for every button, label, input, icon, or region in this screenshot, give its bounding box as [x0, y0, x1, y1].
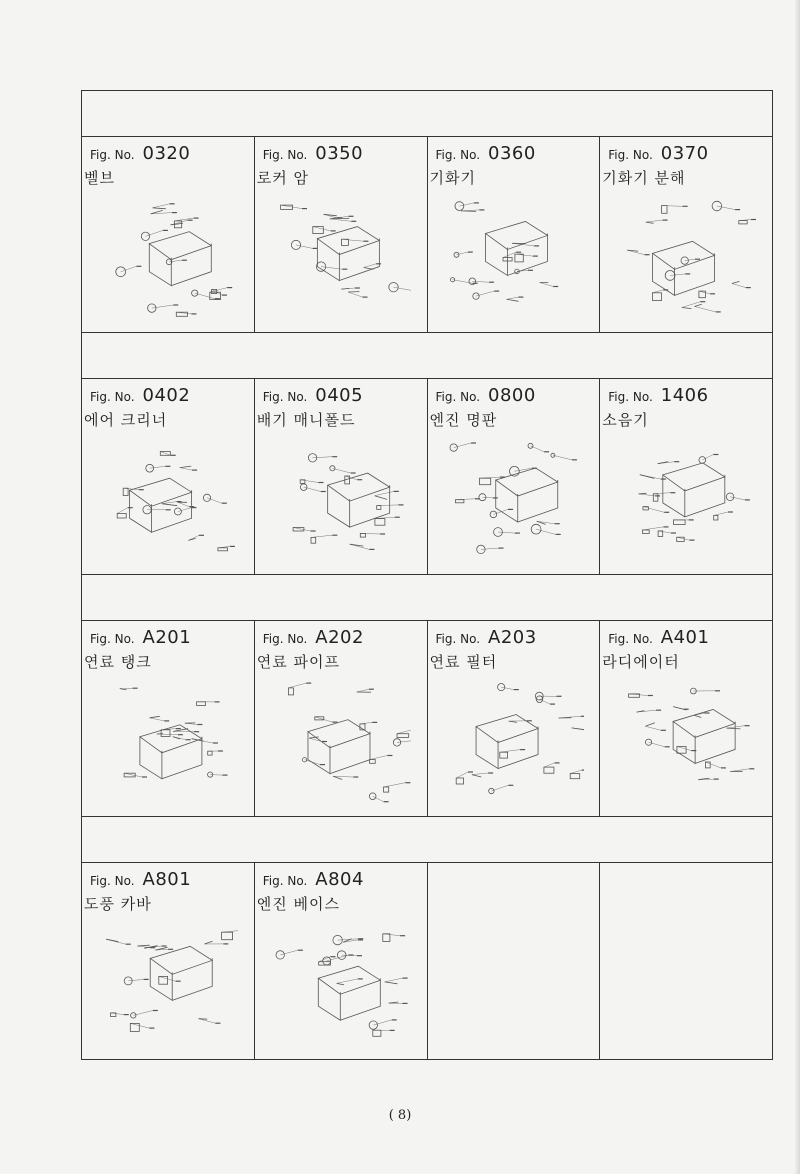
- scan-edge: [794, 0, 800, 1174]
- fig-title: 도풍 카바: [84, 895, 152, 913]
- fig-number: 0360: [488, 143, 536, 164]
- fig-prefix: Fig. No.: [608, 390, 653, 404]
- fig-label: [263, 869, 364, 890]
- fig-label: [90, 143, 190, 164]
- fig-number: 0350: [315, 143, 364, 164]
- parts-drawing: [98, 921, 238, 1049]
- figure-cell: [255, 137, 428, 332]
- parts-drawing: [616, 195, 756, 323]
- fig-number: A202: [315, 627, 364, 648]
- figure-cell: [428, 379, 601, 574]
- figure-row: [82, 621, 772, 817]
- fig-number: A401: [660, 627, 710, 648]
- figure-row: [82, 379, 772, 575]
- parts-drawing: [98, 679, 238, 807]
- fig-number: A804: [315, 869, 364, 890]
- fig-label: [90, 627, 191, 648]
- page-number: ( 8): [388, 1108, 412, 1123]
- fig-number: A201: [142, 627, 192, 648]
- fig-label: [608, 385, 708, 406]
- fig-prefix: Fig. No.: [608, 148, 653, 162]
- fig-title: 연료 파이프: [256, 653, 340, 671]
- empty-cell: [600, 863, 772, 1059]
- fig-number: 0370: [660, 143, 709, 164]
- fig-number: 0800: [488, 385, 536, 406]
- fig-number: 1406: [660, 385, 709, 406]
- fig-number: 0405: [315, 385, 364, 406]
- separator-band: [82, 817, 772, 863]
- parts-drawing: [271, 195, 411, 323]
- fig-prefix: Fig. No.: [90, 148, 135, 162]
- fig-prefix: Fig. No.: [262, 632, 308, 646]
- fig-label: [436, 627, 537, 648]
- figure-row: [82, 863, 772, 1059]
- parts-drawing: [616, 437, 756, 565]
- figure-cell: [600, 379, 772, 574]
- fig-title: 엔진 명판: [429, 411, 498, 429]
- parts-drawing: [271, 679, 411, 807]
- figure-cell: [428, 137, 601, 332]
- fig-label: [263, 627, 364, 648]
- empty-cell: [428, 863, 601, 1059]
- fig-label: [608, 627, 709, 648]
- figure-index-grid: [81, 90, 773, 1060]
- fig-label: [436, 385, 536, 406]
- separator-band: [82, 575, 772, 621]
- figure-cell: [82, 379, 255, 574]
- fig-title: 기화기: [429, 169, 476, 187]
- fig-title: 벨브: [84, 169, 115, 187]
- figure-cell: [255, 379, 428, 574]
- fig-prefix: Fig. No.: [262, 390, 308, 404]
- fig-label: [263, 143, 363, 164]
- fig-title: 연료 필터: [429, 653, 498, 671]
- fig-prefix: Fig. No.: [262, 148, 308, 162]
- fig-number: A203: [488, 627, 537, 648]
- parts-drawing: [271, 921, 411, 1049]
- fig-title: 로커 암: [256, 169, 309, 187]
- parts-drawing: [444, 679, 584, 807]
- fig-prefix: Fig. No.: [90, 390, 135, 404]
- figure-cell: [255, 863, 428, 1059]
- fig-prefix: Fig. No.: [435, 632, 481, 646]
- separator-band: [82, 333, 772, 379]
- fig-prefix: Fig. No.: [90, 632, 135, 646]
- fig-label: [436, 143, 536, 164]
- fig-prefix: Fig. No.: [608, 632, 653, 646]
- parts-drawing: [444, 437, 584, 565]
- fig-title: 배기 매니폴드: [256, 411, 356, 429]
- fig-label: [90, 385, 190, 406]
- fig-prefix: Fig. No.: [435, 148, 481, 162]
- fig-prefix: Fig. No.: [262, 874, 308, 888]
- figure-cell: [82, 621, 255, 816]
- fig-prefix: Fig. No.: [435, 390, 481, 404]
- separator-band: [82, 91, 772, 137]
- fig-label: [608, 143, 708, 164]
- parts-drawing: [271, 437, 411, 565]
- fig-title: 라디에이터: [602, 653, 680, 671]
- figure-cell: [600, 621, 772, 816]
- figure-row: [82, 137, 772, 333]
- fig-number: A801: [142, 869, 192, 890]
- fig-prefix: Fig. No.: [90, 874, 135, 888]
- fig-title: 에어 크리너: [84, 411, 168, 429]
- parts-drawing: [444, 195, 584, 323]
- parts-drawing: [98, 437, 238, 565]
- fig-label: [90, 869, 191, 890]
- fig-label: [263, 385, 363, 406]
- fig-title: 연료 탱크: [84, 653, 152, 671]
- fig-number: 0320: [142, 143, 191, 164]
- figure-cell: [428, 621, 601, 816]
- parts-drawing: [616, 679, 756, 807]
- parts-drawing: [98, 195, 238, 323]
- fig-number: 0402: [142, 385, 191, 406]
- figure-cell: [255, 621, 428, 816]
- figure-cell: [82, 137, 255, 332]
- figure-cell: [600, 137, 772, 332]
- fig-title: 엔진 베이스: [256, 895, 340, 913]
- fig-title: 기화기 분해: [602, 169, 686, 187]
- fig-title: 소음기: [602, 411, 649, 429]
- figure-cell: [82, 863, 255, 1059]
